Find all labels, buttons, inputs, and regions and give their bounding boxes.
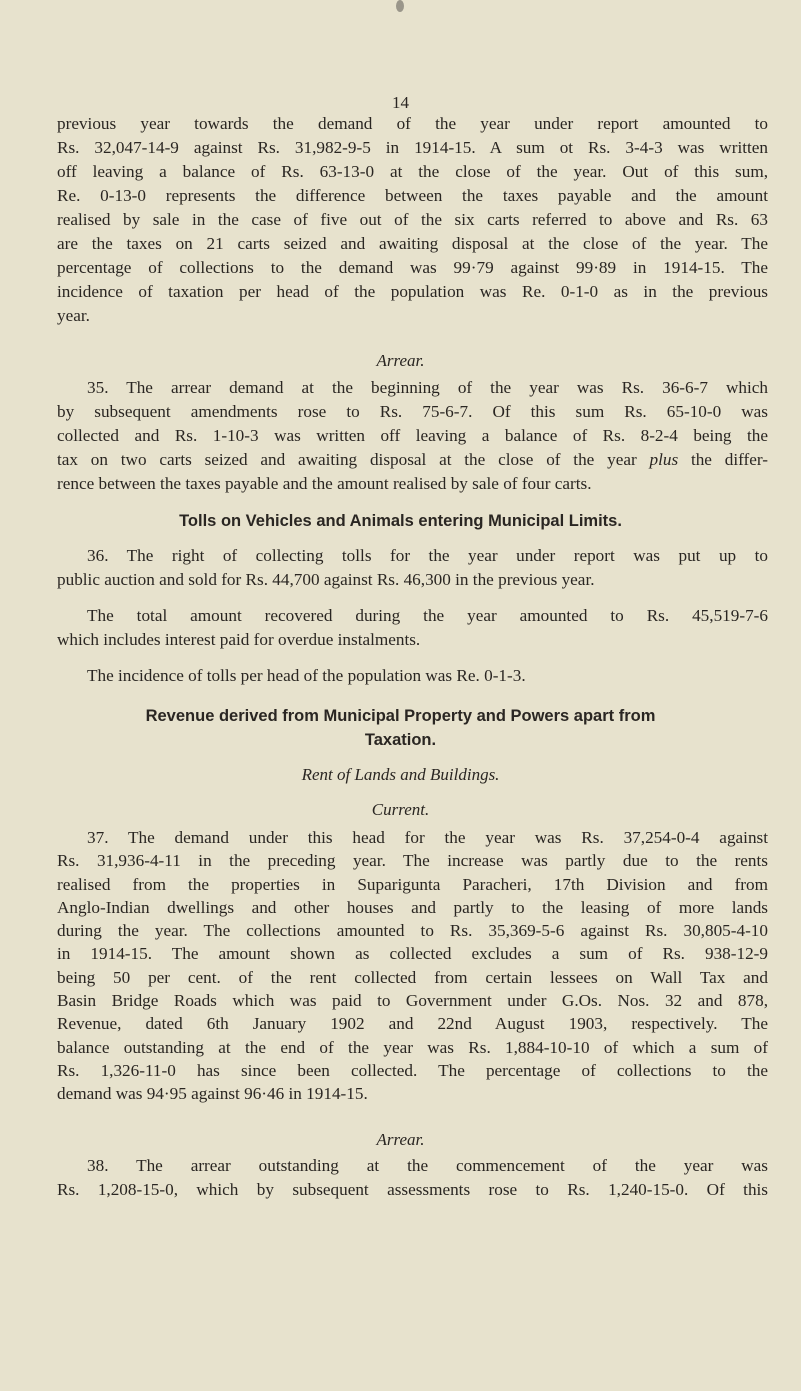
paragraph-incidence-tolls (57, 664, 768, 688)
subheading-arrear: Arrear. (376, 1130, 425, 1149)
paragraph-line: previous year towards the demand of the year under report amounted to (57, 114, 768, 133)
paragraph-line: Rs. 1,326-11-0 has since been collected. The percentage of collections to the (57, 1060, 768, 1080)
paragraph-37 (57, 826, 768, 1106)
text-run: the differ- (678, 450, 768, 469)
paragraph-line: Basin Bridge Roads which was paid to Government under G.Os. Nos. 32 and 878, (57, 991, 768, 1011)
paragraph-line: incidence of taxation per head of the population was Re. 0-1-0 as in the previous (57, 282, 768, 301)
paragraph-line: by subsequent amendments rose to Rs. 75-6-7. Of this sum Rs. 65-10-0 was (57, 402, 768, 421)
subheading-rent: Rent of Lands and Buildings. (301, 765, 500, 784)
paragraph-line: Rs. 1,208-15-0, which by subsequent assessments rose to Rs. 1,240-15-0. Of this (57, 1180, 768, 1199)
paragraph-line: Revenue, dated 6th January 1902 and 22nd August 1903, respectively. The (57, 1014, 768, 1034)
paragraph-line: off leaving a balance of Rs. 63-13-0 at the close of the year. Out of this sum, (57, 162, 768, 181)
paragraph-line: rence between the taxes payable and the amount realised by sale of four carts. (57, 474, 592, 493)
paragraph-line: collected and Rs. 1-10-3 was written off leaving a balance of Rs. 8-2-4 being the (57, 426, 768, 445)
paragraph-36 (57, 544, 768, 592)
paragraph-line: year. (57, 306, 90, 325)
paragraph-34-continued (57, 112, 768, 328)
paragraph-38 (57, 1154, 768, 1202)
subheading-current: Current. (371, 800, 430, 819)
paragraph-line: realised by sale in the case of five out of the six carts referred to above and Rs. 63 (57, 210, 768, 229)
paragraph-line: realised from the properties in Suparigunta Paracheri, 17th Division and from (57, 874, 768, 894)
paragraph-line: 35. The arrear demand at the beginning of the year was Rs. 36-6-7 which (87, 378, 768, 397)
paragraph-line: public auction and sold for Rs. 44,700 against Rs. 46,300 in the previous year. (57, 570, 595, 589)
paragraph-line: Rs. 32,047-14-9 against Rs. 31,982-9-5 in 1914-15. A sum ot Rs. 3-4-3 was written (57, 138, 768, 157)
paragraph-line: during the year. The collections amounted to Rs. 35,369-5-6 against Rs. 30,805-4-10 (57, 921, 768, 941)
binding-hole-mark (396, 0, 404, 12)
paragraph-line: The total amount recovered during the year amounted to Rs. 45,519-7-6 (87, 606, 768, 625)
section-heading-tolls: Tolls on Vehicles and Animals entering Municipal Limits. (179, 512, 622, 530)
section-heading-arrear: Arrear. (376, 351, 425, 370)
paragraph-line: Rs. 31,936-4-11 in the preceding year. The increase was partly due to the rents (57, 851, 768, 871)
paragraph-line: Anglo-Indian dwellings and other houses and partly to the leasing of more lands (57, 897, 768, 917)
paragraph-line: percentage of collections to the demand was 99·79 against 99·89 in 1914-15. The (57, 258, 768, 277)
paragraph-line: are the taxes on 21 carts seized and awaiting disposal at the close of the year. The (57, 234, 768, 253)
paragraph-35 (57, 376, 768, 496)
paragraph-line: The incidence of tolls per head of the population was Re. 0-1-3. (87, 666, 526, 685)
emphasis-text: plus (649, 450, 679, 469)
paragraph-line: Re. 0-13-0 represents the difference between the taxes payable and the amount (57, 186, 768, 205)
paragraph-line: in 1914-15. The amount shown as collected excludes a sum of Rs. 938-12-9 (57, 944, 768, 964)
text-run: tax on two carts seized and awaiting disposal at the close of the year (57, 450, 650, 469)
paragraph-line: being 50 per cent. of the rent collected from certain lessees on Wall Tax and (57, 967, 768, 987)
paragraph-line (57, 448, 768, 472)
heading-line: Revenue derived from Municipal Property and Powers apart from (145, 707, 656, 725)
page-number: 14 (392, 93, 409, 112)
paragraph-line: balance outstanding at the end of the year was Rs. 1,884-10-10 of which a sum of (57, 1037, 768, 1057)
paragraph-line: 38. The arrear outstanding at the commencement of the year was (87, 1156, 768, 1175)
paragraph-line: 36. The right of collecting tolls for the year under report was put up to (87, 546, 768, 565)
section-heading-revenue (0, 704, 801, 752)
paragraph-line: demand was 94·95 against 96·46 in 1914-15. (57, 1084, 368, 1104)
heading-line: Taxation. (364, 731, 437, 749)
paragraph-total-recovered (57, 604, 768, 652)
paragraph-line: which includes interest paid for overdue instalments. (57, 630, 421, 649)
paragraph-line: 37. The demand under this head for the year was Rs. 37,254-0-4 against (87, 828, 768, 847)
